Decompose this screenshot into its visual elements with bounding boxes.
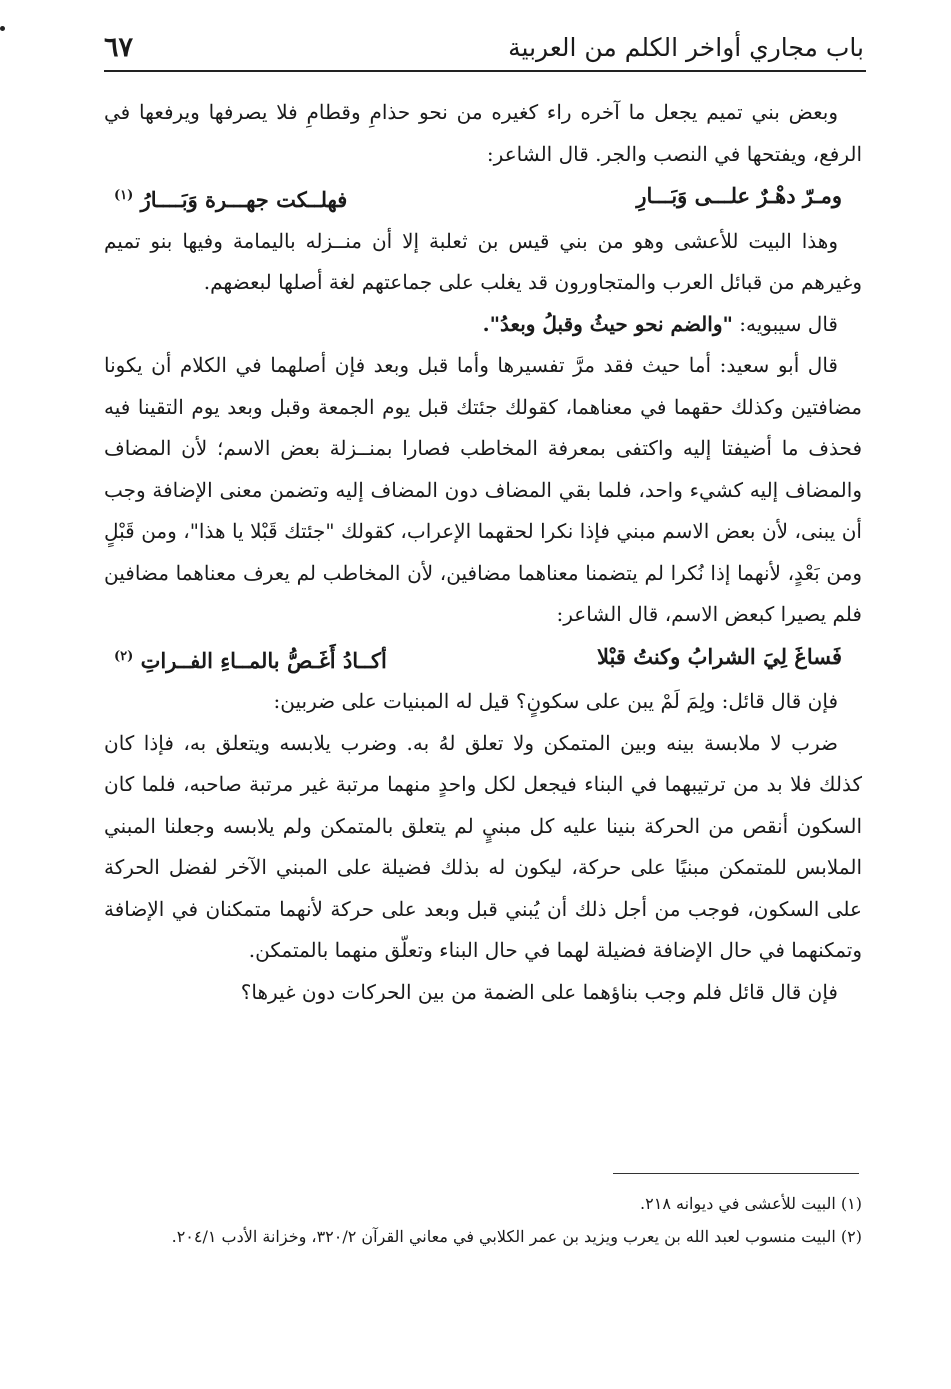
footnote-rule (613, 1173, 859, 1174)
main-text (104, 92, 862, 1013)
paragraph: فإن قال قائل: ولِمَ لَمْ يبن على سكونٍ؟ قيل له المبنيات على ضربين: (273, 689, 838, 713)
paragraph: وبعض بني تميم يجعل ما آخره راء كغيره من نحو حذامِ وقطامِ فلا يصرفها ويرفعها في الرفع، ويفتحها في النصب والجر. قال الشاعر: (104, 100, 862, 166)
verse-first-hemistich: فَساغَ لِيَ الشرابُ وكنتُ قبْلا (596, 643, 842, 669)
footnote-2: (٢) البيت منسوب لعبد الله بن يعرب ويزيد بن عمر الكلابي في معاني القرآن ٣٢٠/٢، وخزانة الأدب ٢٠٤/١. (171, 1227, 862, 1246)
paragraph: ضرب لا ملابسة بينه وبين المتمكن ولا تعلق لهُ به. وضرب يلابسه ويتعلق به، فإذا كان كذلك فلا بد من ترتيبهما في البناء فيجعل لكل واحدٍ منهما مرتبة غير مرتبة صاحبه، فلما كان السكون أنقص من الحركة بنينا عليه كل مبنيٍ لم يتعلق بالمتمكن ولم يلابسه وجعلنا المبني الملابس للمتمكن مبنيًا على حركة، ليكون له بذلك فضيلة على المبني الآخر لفضل الحركة على السكون، فوجب من أجل ذلك أن يُبني قبل وبعد على حركة لأنهما متمكنان في الإضافة وتمكنهما في حال الإضافة فضيلة لهما في حال البناء وتعلّق منهما بالمتمكن. (104, 730, 863, 962)
sibawayh-quote: "والضم نحو حيثُ وقبلُ وبعدُ". (482, 311, 733, 336)
header-rule (104, 70, 866, 72)
scan-mark (0, 26, 5, 31)
verse-first-hemistich: ومـرّ دهْـرٌ علـــى وَبَـــارِ (636, 183, 842, 208)
paragraph: قال أبو سعيد: أما حيث فقد مرَّ تفسيرها وأما قبل وبعد فإن أصلهما في الكلام أن يكونا مضافتين وكذلك حقهما في معناهما، كقولك جئتك قبل يوم الجمعة وقبل وبعد يوم التقينا فيه فحذف ما أضيفتا إليه واكتفى بمعرفة المخاطب فصارا بمنــزلة بعض الاسم؛ لأن المضاف والمضاف إليه كشيء واحد، فلما بقي المضاف دون المضاف إليه وتضمن معنى الإضافة وجب أن يبنى، لأن بعض الاسم مبني فإذا نكرا لحقهما الإعراب، كقولك "جئتك قَبْلا يا هذا"، ومن قَبْلٍ ومن بَعْدٍ، لأنهما إذا نُكرا لم يتضمنا معناهما مضافين، لأن المخاطب لم يعرف معناهما مضافين فلم يصيرا كبعض الاسم، قال الشاعر: (104, 353, 862, 626)
footnote-ref: (١) (114, 188, 134, 203)
verse-second-hemistich-text: فهلــكت جهـــرة وَبَــــارُ (140, 187, 348, 212)
page-number: ٦٧ (104, 32, 134, 63)
chapter-title: باب مجاري أواخر الكلم من العربية (508, 33, 864, 62)
page-header (104, 28, 864, 68)
verse-second-hemistich (114, 636, 387, 682)
paragraph: وهذا البيت للأعشى وهو من بني قيس بن ثعلبة إلا أن منــزله باليمامة وفيها بنو تميم وغيرهم من قبائل العرب والمتجاورون قد يغلب على جماعتهم لغة أصلها لبعضهم. (104, 228, 862, 294)
paragraph: فإن قال قائل فلم وجب بناؤهما على الضمة من بين الحركات دون غيرها؟ (240, 979, 838, 1004)
paragraph (104, 304, 862, 346)
footnotes (104, 1187, 862, 1253)
verse-line (104, 175, 862, 221)
verse-second-hemistich-text: أكــادُ أَغَـصُّ بالمــاءِ الفــراتِ (140, 647, 387, 673)
footnote-ref: (٢) (114, 648, 134, 664)
footnote-1: (١) البيت للأعشى في ديوانه ٢١٨. (640, 1194, 862, 1213)
verse-line (104, 636, 862, 682)
quote-intro: قال سيبويه: (739, 311, 838, 336)
verse-second-hemistich (114, 175, 347, 221)
